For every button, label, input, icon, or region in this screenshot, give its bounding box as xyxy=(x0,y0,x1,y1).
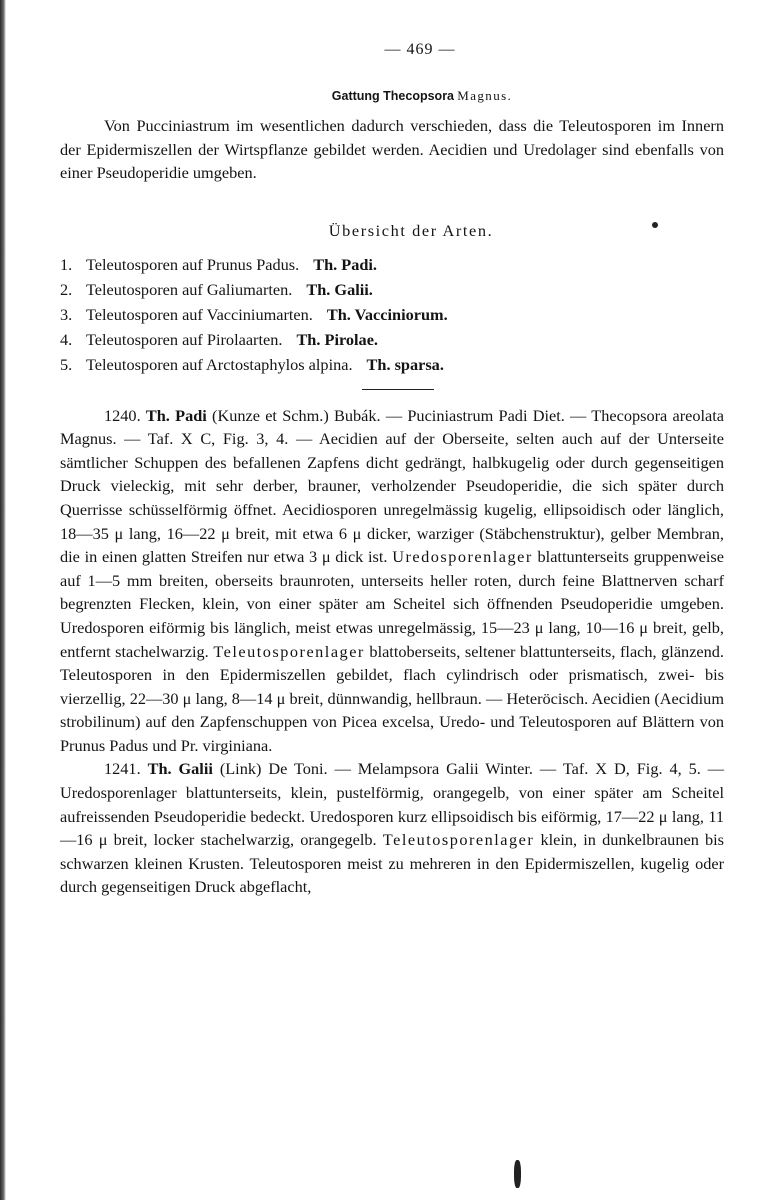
teleuto-label: Teleutosporenlager xyxy=(382,830,535,850)
key-item-number: 1. xyxy=(60,254,73,274)
key-item-taxon: Th. Galii. xyxy=(306,279,373,299)
section-divider xyxy=(362,389,434,390)
key-item-number: 3. xyxy=(60,304,73,324)
teleuto-text: blattoberseits, seltener blattunterseits, flach, glänzend. Teleutosporen in den Epidermiszellen gebildet, flach cylindrisch oder prismatisch, zwei- bis vierzellig, 22—30 μ lang, 8—14 μ breit, dünnwandig, hellbraun. — Heteröcisch. Aecidien (Aecidium strobilinum) auf den Zapfenschuppen von Picea excelsa, Uredo- und Teleutosporen auf Blättern von Prunus Padus und Pr. virginiana. xyxy=(60,641,724,755)
entry-number: 1241. xyxy=(104,759,141,779)
teleuto-text: klein, in dunkelbraunen bis schwarzen kleinen Krusten. Teleutosporen meist zu mehreren in den Epidermiszellen, kugelig oder durch gegenseitigen Druck abgeflacht, xyxy=(60,830,724,897)
entry-taxon: Th. Galii xyxy=(147,759,213,779)
ink-blot xyxy=(514,1160,521,1188)
key-item xyxy=(60,252,724,277)
key-item-text: Teleutosporen auf Arctostaphylos alpina. xyxy=(86,354,353,374)
key-item xyxy=(60,277,724,302)
key-item-taxon: Th. Vacciniorum. xyxy=(326,304,448,324)
entry-author: (Kunze et Schm.) Bubák. xyxy=(212,405,381,425)
key-item-taxon: Th. Pirolae. xyxy=(296,329,378,349)
key-item xyxy=(60,302,724,327)
entry-body: — Melampsora Galii Winter. — Taf. X D, Fig. 4, 5. — Uredosporenlager blattunterseits, klein, pustelförmig, orangegelb, von einer später am Scheitel aufreissenden Pseudoperidie bedeckt. Uredosporen kurz ellipsoidisch bis eiförmig, 17—22 μ lang, 11—16 μ breit, locker stachelwarzig, orangegelb. xyxy=(60,759,725,850)
species-key xyxy=(60,252,724,377)
key-item-text: Teleutosporen auf Galiumarten. xyxy=(86,279,293,299)
species-entry-padi xyxy=(60,404,724,758)
key-item xyxy=(60,352,724,377)
book-spine-edge xyxy=(0,0,6,1200)
species-entry-galii xyxy=(60,757,724,899)
page-number: — 469 — xyxy=(384,41,456,58)
key-item-number: 4. xyxy=(60,329,73,349)
key-item xyxy=(60,327,724,352)
key-item-text: Teleutosporen auf Prunus Padus. xyxy=(86,254,300,274)
key-item-number: 5. xyxy=(60,354,73,374)
overview-title: Übersicht der Arten. xyxy=(328,220,494,240)
genus-description: Von Pucciniastrum im wesentlichen dadurch verschieden, dass die Teleutosporen im Innern der Epidermiszellen der Wirtspflanze gebildet werden. Aecidien und Uredolager sind ebenfalls von einer Pseudoperidie umgeben. xyxy=(60,116,724,183)
genus-name: Gattung Thecopsora xyxy=(331,88,455,103)
key-item-text: Teleutosporen auf Pirolaarten. xyxy=(86,329,283,349)
uredo-text: blattunterseits gruppenweise auf 1—5 mm breiten, oberseits braunroten, unterseits heller roten, durch feine Blattnerven scharf begrenzten Flecken, klein, von einer später am Scheitel sich öffnenden Pseudoperidie umgeben. Uredosporen eiförmig bis länglich, meist etwas unregelmässig, 15—23 μ lang, 10—16 μ breit, gelb, entfernt stachelwarzig. xyxy=(60,547,724,661)
key-item-number: 2. xyxy=(60,279,73,299)
ink-speck xyxy=(652,222,658,228)
teleuto-label: Teleutosporenlager xyxy=(213,641,365,661)
entry-body: — Puciniastrum Padi Diet. — Thecopsora areolata Magnus. — Taf. X C, Fig. 3, 4. — Aecidien auf der Oberseite, selten auch auf der Unterseite sämtlicher Schuppen des befallenen Zapfens dicht gedrängt, halbkugelig oder durch gegenseitigen Druck vieleckig, mit sehr derber, brauner, verholzender Pseudoperidie, die sich später durch Querrisse schüsselförmig öffnet. Aecidiosporen unregelmässig kugelig, ellipsoidisch oder länglich, 18—35 μ lang, 16—22 μ breit, mit etwa 6 μ dicker, warziger (Stäbchenstruktur), gelber Membran, die in einen glatten Streifen nur etwa 3 μ dick ist. xyxy=(60,405,724,567)
entry-author: (Link) De Toni. xyxy=(219,759,328,779)
genus-heading xyxy=(60,84,724,109)
genus-author: Magnus. xyxy=(457,87,513,103)
entry-number: 1240. xyxy=(104,405,141,425)
key-item-taxon: Th. Padi. xyxy=(313,254,377,274)
key-item-text: Teleutosporen auf Vacciniumarten. xyxy=(86,304,313,324)
document-page xyxy=(60,38,724,899)
entry-taxon: Th. Padi xyxy=(145,405,207,425)
key-item-taxon: Th. sparsa. xyxy=(366,354,444,374)
uredo-label: Uredosporenlager xyxy=(392,547,533,567)
